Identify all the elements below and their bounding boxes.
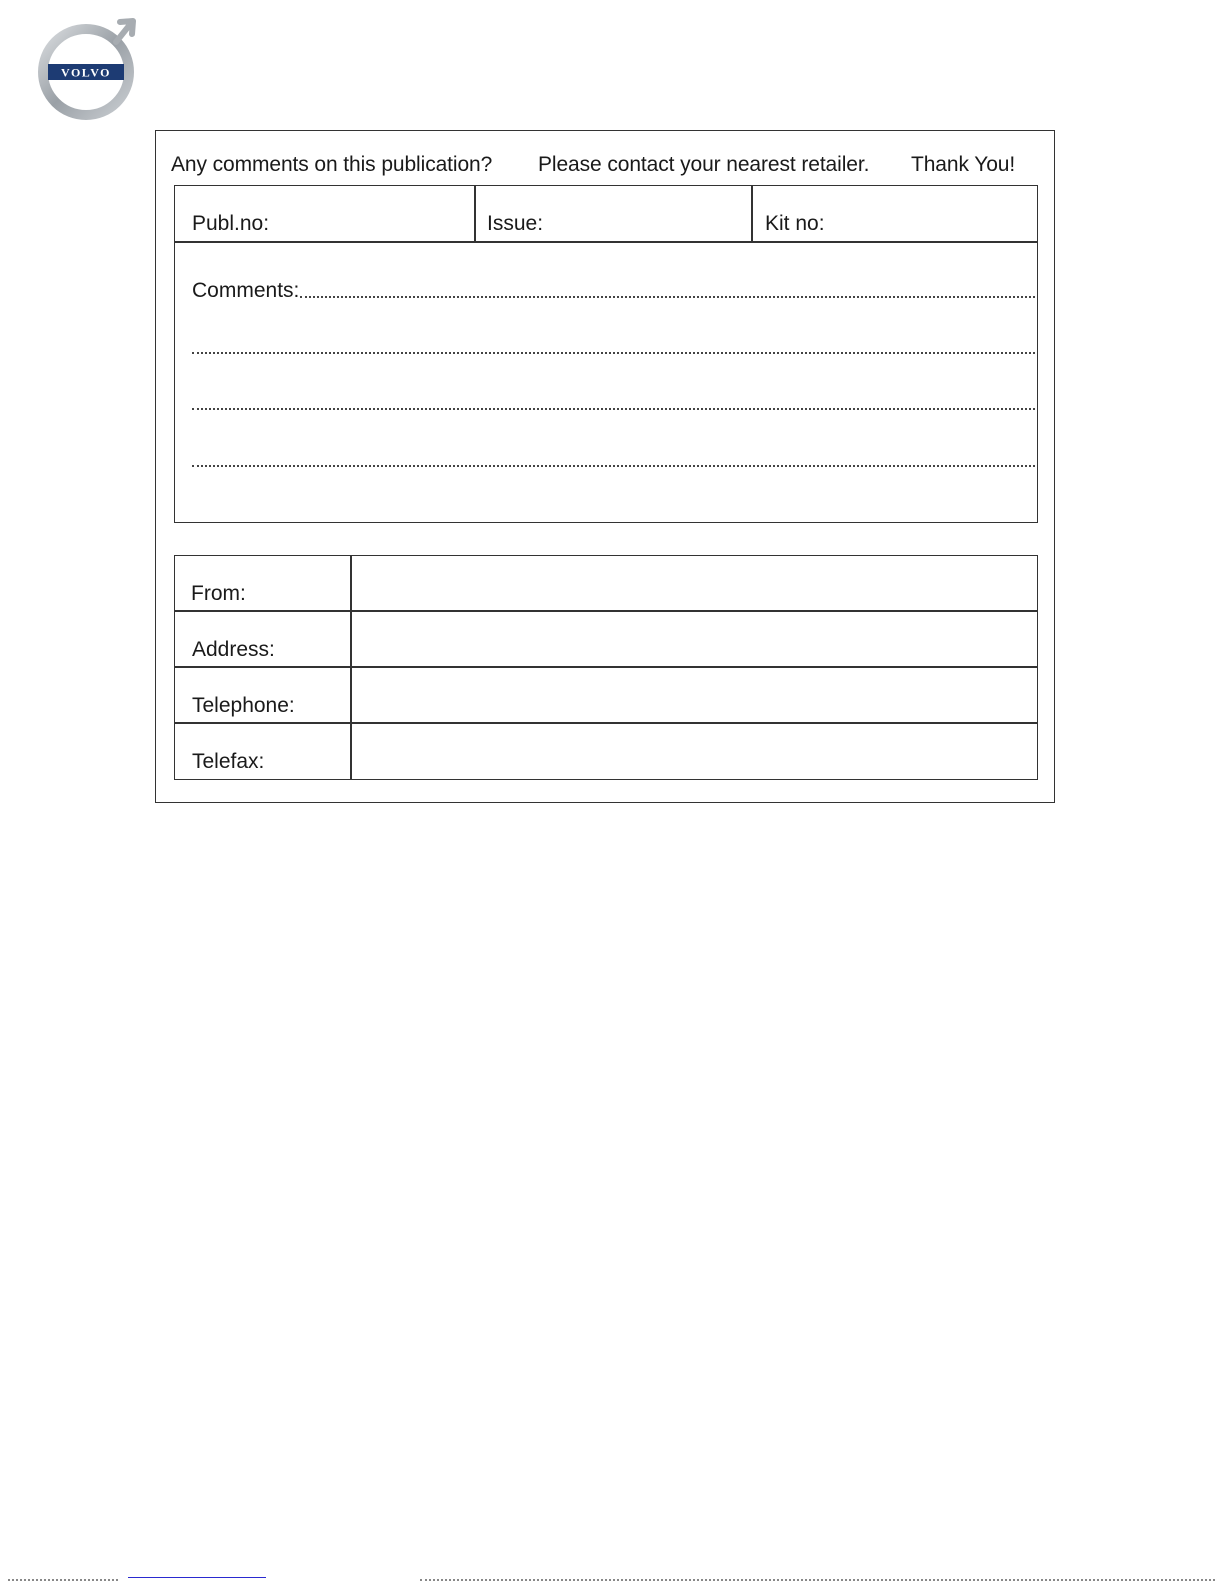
publication-box	[174, 185, 1038, 523]
address-label: Address:	[192, 638, 275, 661]
telephone-label: Telephone:	[192, 694, 295, 717]
from-label: From:	[191, 582, 246, 605]
comments-line-1[interactable]	[300, 296, 1035, 298]
telefax-label: Telefax:	[192, 750, 265, 773]
from-input[interactable]	[352, 556, 1036, 610]
telefax-input[interactable]	[352, 724, 1036, 779]
comments-label: Comments:	[192, 279, 300, 302]
header-question: Any comments on this publication?	[171, 153, 493, 176]
footer-rule-left	[8, 1579, 118, 1581]
publ-issue-divider	[474, 185, 476, 242]
issue-field[interactable]: Issue:	[487, 212, 544, 235]
publication-divider	[174, 241, 1038, 243]
header-contact: Please contact your nearest retailer.	[538, 153, 870, 176]
footer-link[interactable]	[128, 1577, 266, 1578]
publ-no-field[interactable]: Publ.no:	[192, 212, 270, 235]
comments-line-4[interactable]	[192, 465, 1035, 467]
header-thanks: Thank You!	[911, 153, 1016, 176]
comments-line-2[interactable]	[192, 352, 1035, 354]
kit-no-field[interactable]: Kit no:	[765, 212, 825, 235]
telephone-input[interactable]	[352, 668, 1036, 722]
issue-kit-divider	[751, 185, 753, 242]
logo-wordmark: VOLVO	[61, 65, 111, 80]
comments-line-3[interactable]	[192, 408, 1035, 410]
volvo-logo	[36, 18, 140, 122]
footer-rule-right	[420, 1579, 1215, 1581]
address-input[interactable]	[352, 612, 1036, 666]
